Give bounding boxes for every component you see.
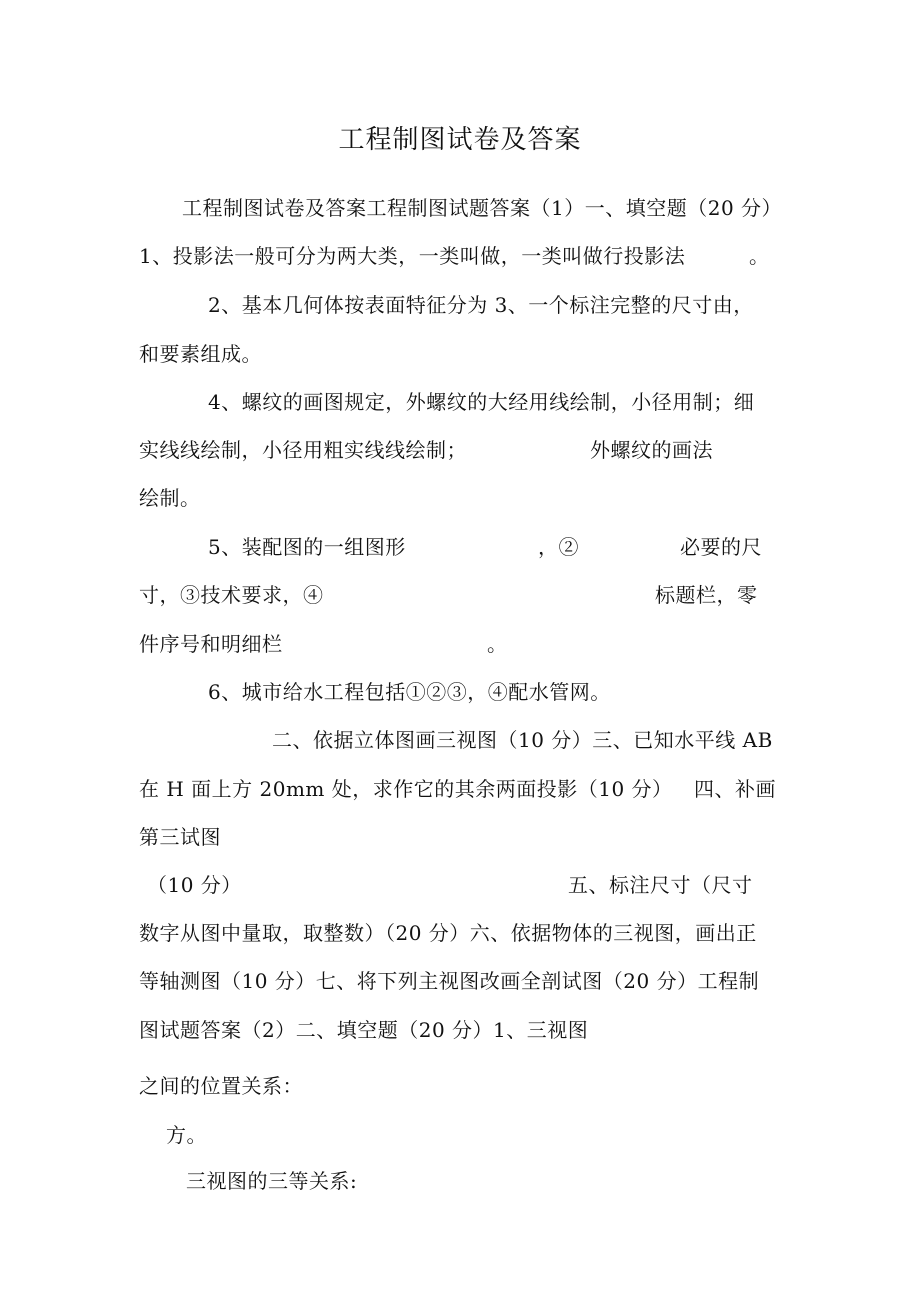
text-line: 。: [749, 244, 770, 268]
text-line: 绘制。: [139, 486, 201, 510]
text-line: 等轴测图（10 分）七、将下列主视图改画全剖试图（20 分）工程制: [139, 969, 760, 993]
text-line: 二、依据立体图画三视图（10 分）三、已知水平线 AB: [272, 728, 773, 752]
text-line: 5、装配图的一组图形: [208, 535, 406, 559]
text-line: 三视图的三等关系:: [186, 1169, 358, 1193]
text-line: 工程制图试卷及答案工程制图试题答案（1）一、填空题（20 分）: [182, 196, 783, 220]
text-line: 。: [487, 632, 508, 656]
text-line: 寸，③技术要求，④: [139, 583, 324, 607]
text-line: 和要素组成。: [139, 342, 262, 366]
text-line: 五、标注尺寸（尺寸: [568, 873, 753, 897]
text-line: 实线线绘制，小径用粗实线线绘制；: [139, 438, 467, 462]
text-line: 1、投影法一般可分为两大类，一类叫做，一类叫做行投影法: [139, 244, 686, 268]
text-line: 2、基本几何体按表面特征分为 3、一个标注完整的尺寸由，: [208, 293, 754, 317]
text-line: 必要的尺: [680, 535, 762, 559]
text-line: 在 H 面上方 20mm 处，求作它的其余两面投影（10 分）: [139, 777, 673, 801]
text-line: 6、城市给水工程包括①②③，④配水管网。: [208, 680, 611, 704]
text-line: 四、补画: [694, 777, 776, 801]
text-line: ，②: [538, 535, 579, 559]
text-line: （10 分）: [147, 873, 242, 897]
text-line: 件序号和明细栏: [139, 632, 283, 656]
text-line: 图试题答案（2）二、填空题（20 分）1、三视图: [139, 1018, 589, 1042]
text-line: 外螺纹的画法: [590, 438, 713, 462]
text-line: 数字从图中量取，取整数）（20 分）六、依据物体的三视图，画出正: [139, 921, 757, 945]
text-line: 4、螺纹的画图规定，外螺纹的大经用线绘制，小径用制；细: [208, 390, 755, 414]
text-line: 方。: [166, 1123, 207, 1147]
text-line: 标题栏，零: [655, 583, 758, 607]
text-line: 之间的位置关系：: [139, 1074, 303, 1098]
page-title: 工程制图试卷及答案: [338, 125, 582, 155]
text-line: 第三试图: [139, 825, 221, 849]
